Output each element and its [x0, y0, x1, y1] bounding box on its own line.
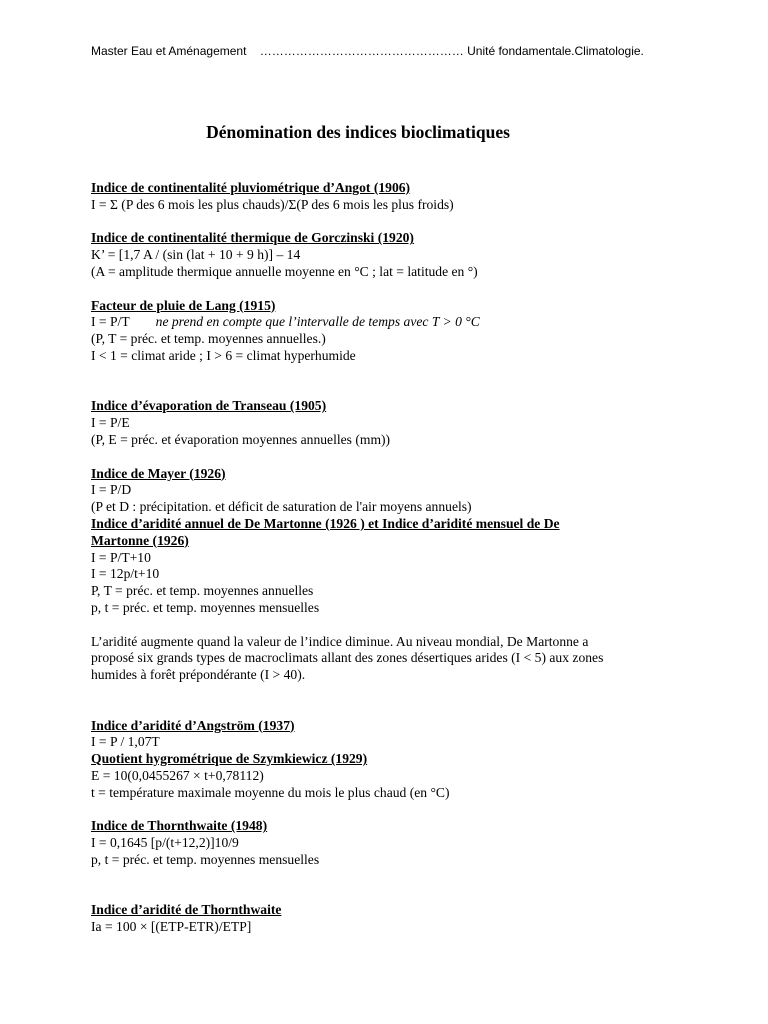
heading-thornthwaite: Indice de Thornthwaite (1948) [91, 818, 268, 834]
header-dots: …………………………………………… [259, 44, 464, 58]
paragraph-martonne-line2: proposé six grands types de macroclimats allant des zones désertiques arides (I < 5) aux zones [91, 650, 604, 666]
formula-angot: I = Σ (P des 6 mois les plus chauds)/Σ(P des 6 mois les plus froids) [91, 196, 454, 212]
section-thornthwaite-aridity [91, 902, 651, 936]
heading-szymkiewicz: Quotient hygrométrique de Szymkiewicz (1929) [91, 751, 368, 767]
definition-transeau: (P, E = préc. et évaporation moyennes annuelles (mm)) [91, 431, 391, 447]
formula-angstrom: I = P / 1,07T [91, 734, 160, 750]
formula-martonne-monthly: I = 12p/t+10 [91, 566, 160, 582]
section-gorczinski [91, 230, 651, 280]
section-thornthwaite [91, 818, 651, 868]
definition-martonne-annual: P, T = préc. et temp. moyennes annuelles [91, 583, 314, 599]
paragraph-martonne-line1: L’aridité augmente quand la valeur de l’indice diminue. Au niveau mondial, De Martonne a [91, 633, 589, 649]
heading-angstrom: Indice d’aridité d’Angström (1937) [91, 717, 295, 733]
definition-thornthwaite: p, t = préc. et temp. moyennes mensuelles [91, 851, 320, 867]
definition-gorczinski: (A = amplitude thermique annuelle moyenne en °C ; lat = latitude en °) [91, 263, 478, 279]
page-header [91, 43, 644, 59]
section-transeau [91, 398, 651, 448]
definition-lang: (P, T = préc. et temp. moyennes annuelles.) [91, 331, 326, 347]
formula-martonne-annual: I = P/T+10 [91, 549, 151, 565]
heading-martonne-b: Martonne (1926) [91, 532, 189, 548]
formula-thornthwaite: I = 0,1645 [p/(t+12,2)]10/9 [91, 835, 239, 851]
heading-lang: Facteur de pluie de Lang (1915) [91, 297, 276, 313]
definition-mayer: (P et D : précipitation. et déficit de saturation de l'air moyens annuels) [91, 499, 472, 515]
section-mayer [91, 466, 651, 516]
thresholds-lang: I < 1 = climat aride ; I > 6 = climat hyperhumide [91, 347, 356, 363]
formula-mayer: I = P/D [91, 482, 132, 498]
header-right: Unité fondamentale.Climatologie. [467, 44, 644, 58]
formula-thornthwaite-aridity: Ia = 100 × [(ETP-ETR)/ETP] [91, 919, 252, 935]
heading-angot: Indice de continentalité pluviométrique d’Angot (1906) [91, 180, 411, 195]
document-body [91, 180, 651, 936]
note-lang: ne prend en compte que l’intervalle de temps avec T > 0 °C [155, 314, 480, 330]
section-angstrom [91, 718, 651, 752]
section-szymkiewicz [91, 751, 651, 801]
heading-mayer: Indice de Mayer (1926) [91, 465, 226, 481]
paragraph-martonne-line3: humides à forêt prépondérante (I > 40). [91, 667, 306, 683]
header-left: Master Eau et Aménagement [91, 44, 247, 58]
formula-transeau: I = P/E [91, 415, 130, 431]
document-title: Dénomination des indices bioclimatiques [206, 122, 510, 142]
definition-martonne-monthly: p, t = préc. et temp. moyennes mensuelles [91, 599, 320, 615]
heading-transeau: Indice d’évaporation de Transeau (1905) [91, 398, 327, 414]
section-lang [91, 298, 651, 365]
heading-thornthwaite-aridity: Indice d’aridité de Thornthwaite [91, 902, 282, 918]
definition-szymkiewicz: t = température maximale moyenne du mois le plus chaud (en °C) [91, 784, 450, 800]
formula-lang: I = P/T [91, 314, 130, 330]
heading-martonne-a: Indice d’aridité annuel de De Martonne (1926 ) et Indice d’aridité mensuel de De [91, 515, 560, 531]
formula-gorczinski: K’ = [1,7 A / (sin (lat + 10 + 9 h)] – 14 [91, 247, 301, 263]
formula-szymkiewicz: E = 10(0,0455267 × t+0,78112) [91, 767, 264, 783]
section-martonne [91, 516, 651, 684]
section-angot [91, 180, 651, 214]
heading-gorczinski: Indice de continentalité thermique de Gorczinski (1920) [91, 230, 414, 246]
